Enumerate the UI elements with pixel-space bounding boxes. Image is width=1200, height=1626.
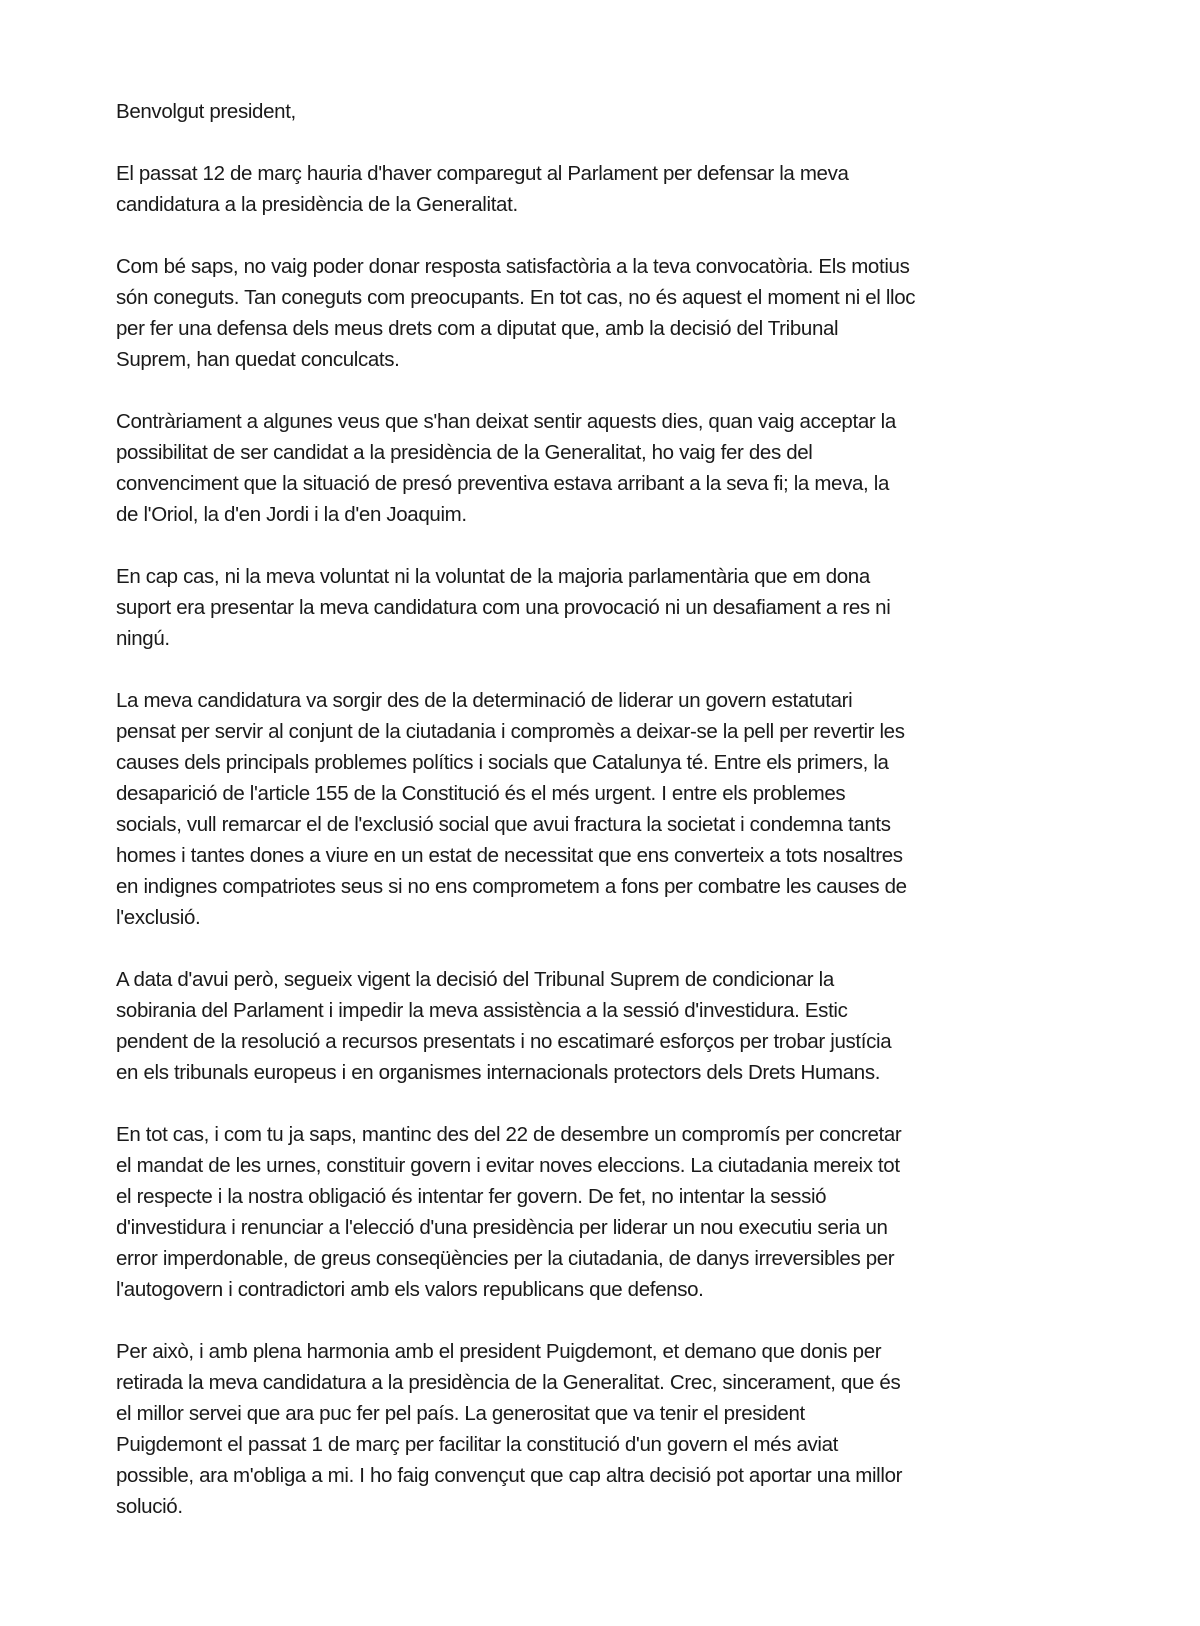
text-line: per fer una defensa dels meus drets com a diputat que, amb la decisió del Tribunal <box>116 317 839 340</box>
text-line: En tot cas, i com tu ja saps, mantinc des del 22 de desembre un compromís per concretar <box>116 1123 902 1146</box>
text-line: retirada la meva candidatura a la presidència de la Generalitat. Crec, sincerament, que és <box>116 1371 901 1394</box>
paragraph <box>116 685 1076 933</box>
paragraph <box>116 1119 1076 1305</box>
text-line: desaparició de l'article 155 de la Constitució és el més urgent. I entre els problemes <box>116 782 846 805</box>
text-line: en els tribunals europeus i en organismes internacionals protectors dels Drets Humans. <box>116 1061 881 1084</box>
text-line: Suprem, han quedat conculcats. <box>116 348 400 371</box>
text-line: Com bé saps, no vaig poder donar resposta satisfactòria a la teva convocatòria. Els motius <box>116 255 910 278</box>
text-line: pendent de la resolució a recursos presentats i no escatimaré esforços per trobar justícia <box>116 1030 892 1053</box>
paragraph <box>116 1336 1076 1522</box>
text-line: candidatura a la presidència de la Generalitat. <box>116 193 518 216</box>
text-line: el respecte i la nostra obligació és intentar fer govern. De fet, no intentar la sessió <box>116 1185 827 1208</box>
text-line: Contràriament a algunes veus que s'han deixat sentir aquests dies, quan vaig acceptar la <box>116 410 896 433</box>
text-line: Per això, i amb plena harmonia amb el president Puigdemont, et demano que donis per <box>116 1340 882 1363</box>
text-line: solució. <box>116 1495 183 1518</box>
text-line: de l'Oriol, la d'en Jordi i la d'en Joaquim. <box>116 503 467 526</box>
text-line: A data d'avui però, segueix vigent la decisió del Tribunal Suprem de condicionar la <box>116 968 834 991</box>
text-line: d'investidura i renunciar a l'elecció d'una presidència per liderar un nou executiu seria un <box>116 1216 888 1239</box>
text-line: pensat per servir al conjunt de la ciutadania i compromès a deixar-se la pell per revertir les <box>116 720 905 743</box>
text-line: Puigdemont el passat 1 de març per facilitar la constitució d'un govern el més aviat <box>116 1433 839 1456</box>
text-line: en indignes compatriotes seus si no ens comprometem a fons per combatre les causes de <box>116 875 907 898</box>
text-line: La meva candidatura va sorgir des de la determinació de liderar un govern estatutari <box>116 689 853 712</box>
text-line: ningú. <box>116 627 170 650</box>
text-line: homes i tantes dones a viure en un estat de necessitat que ens converteix a tots nosaltres <box>116 844 903 867</box>
paragraph <box>116 964 1076 1088</box>
paragraph <box>116 251 1076 375</box>
text-line: sobirania del Parlament i impedir la meva assistència a la sessió d'investidura. Estic <box>116 999 848 1022</box>
text-line: el millor servei que ara puc fer pel país. La generositat que va tenir el president <box>116 1402 805 1425</box>
text-line: El passat 12 de març hauria d'haver comparegut al Parlament per defensar la meva <box>116 162 849 185</box>
paragraph <box>116 158 1076 220</box>
letter-body <box>116 158 1076 1522</box>
text-line: l'exclusió. <box>116 906 201 929</box>
text-line: error imperdonable, de greus conseqüències per la ciutadania, de danys irreversibles per <box>116 1247 895 1270</box>
text-line: socials, vull remarcar el de l'exclusió social que avui fractura la societat i condemna tants <box>116 813 891 836</box>
text-line: causes dels principals problemes polítics i socials que Catalunya té. Entre els primers, la <box>116 751 889 774</box>
text-line: possibilitat de ser candidat a la presidència de la Generalitat, ho vaig fer des del <box>116 441 813 464</box>
text-line: suport era presentar la meva candidatura com una provocació ni un desafiament a res ni <box>116 596 891 619</box>
greeting: Benvolgut president, <box>116 100 296 123</box>
text-line: són coneguts. Tan coneguts com preocupants. En tot cas, no és aquest el moment ni el lloc <box>116 286 916 309</box>
text-line: En cap cas, ni la meva voluntat ni la voluntat de la majoria parlamentària que em dona <box>116 565 870 588</box>
paragraph <box>116 561 1076 654</box>
text-line: convenciment que la situació de presó preventiva estava arribant a la seva fi; la meva, la <box>116 472 889 495</box>
text-line: l'autogovern i contradictori amb els valors republicans que defenso. <box>116 1278 704 1301</box>
text-line: possible, ara m'obliga a mi. I ho faig convençut que cap altra decisió pot aportar una millor <box>116 1464 903 1487</box>
paragraph <box>116 406 1076 530</box>
letter <box>116 96 1076 1553</box>
text-line: el mandat de les urnes, constituir govern i evitar noves eleccions. La ciutadania mereix tot <box>116 1154 900 1177</box>
